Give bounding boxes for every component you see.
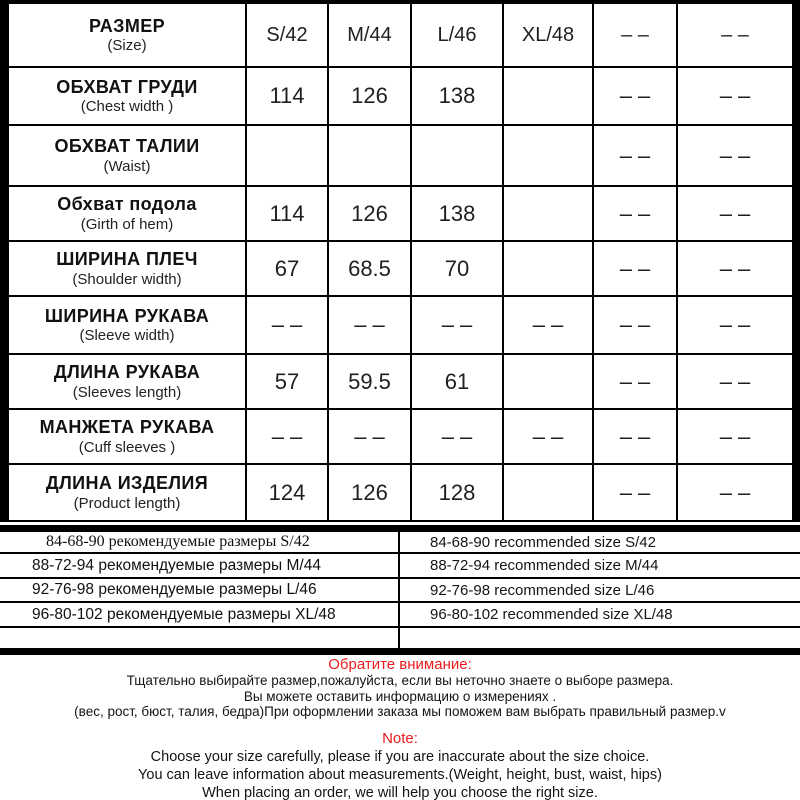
row-label — [9, 410, 247, 465]
row-label-en: (Sleeve width) — [79, 327, 175, 345]
notes-section — [0, 656, 800, 800]
size-value-cell: XL/48 — [504, 4, 594, 68]
size-value-cell: 138 — [412, 187, 504, 242]
size-value-cell: 68.5 — [329, 242, 412, 297]
rec-ru-cell: 88-72-94 рекомендуемые размеры M/44 — [0, 554, 400, 579]
note-line-ru: Тщательно выбирайте размер,пожалуйста, если вы неточно знаете о выборе размера. — [126, 673, 674, 688]
row-label-en: (Girth of hem) — [80, 215, 174, 233]
row-label-ru: РАЗМЕР — [88, 15, 166, 36]
row-label — [9, 187, 247, 242]
row-label — [9, 68, 247, 126]
row-label-en: (Sleeves length) — [72, 383, 182, 401]
size-value-cell: – – — [678, 68, 792, 126]
row-label-en: (Cuff sleeves ) — [78, 438, 176, 456]
row-label-ru: ШИРИНА ПЛЕЧ — [56, 249, 198, 270]
size-value-cell: 114 — [247, 187, 329, 242]
row-label-ru: ДЛИНА ИЗДЕЛИЯ — [45, 473, 209, 494]
size-value-cell: 59.5 — [329, 355, 412, 410]
size-value-cell — [412, 126, 504, 187]
row-label-en: (Size) — [107, 37, 147, 55]
row-label — [9, 355, 247, 410]
size-value-cell: 126 — [329, 465, 412, 520]
size-value-cell: – – — [678, 297, 792, 355]
size-value-cell — [504, 68, 594, 126]
row-label — [9, 242, 247, 297]
size-value-cell: – – — [412, 297, 504, 355]
size-value-cell: – – — [504, 297, 594, 355]
size-value-cell: 126 — [329, 187, 412, 242]
size-value-cell: 124 — [247, 465, 329, 520]
size-value-cell: – – — [247, 297, 329, 355]
size-value-cell: 138 — [412, 68, 504, 126]
size-value-cell: – – — [678, 465, 792, 520]
separator-bar-top — [0, 525, 800, 532]
size-value-cell — [329, 126, 412, 187]
size-value-cell: – – — [594, 465, 678, 520]
size-value-cell: S/42 — [247, 4, 329, 68]
row-label-ru: ОБХВАТ ТАЛИИ — [54, 136, 200, 157]
row-label-ru: ШИРИНА РУКАВА — [44, 305, 210, 326]
row-label-en: (Product length) — [73, 494, 181, 512]
size-value-cell: – – — [594, 410, 678, 465]
size-value-cell: – – — [594, 355, 678, 410]
note-line-ru: Вы можете оставить информацию о измерениях . — [243, 688, 557, 704]
note-line-en: You can leave information about measurements.(Weight, height, bust, waist, hips) — [138, 766, 662, 783]
rec-en-cell — [400, 628, 800, 648]
size-value-cell: 67 — [247, 242, 329, 297]
size-value-cell: – – — [594, 297, 678, 355]
rec-ru-cell: 92-76-98 рекомендуемые размеры L/46 — [0, 579, 400, 603]
note-heading-ru: Обратите внимание: — [328, 656, 472, 673]
size-value-cell: 114 — [247, 68, 329, 126]
size-value-cell — [504, 355, 594, 410]
rec-en-cell: 96-80-102 recommended size XL/48 — [400, 603, 800, 628]
row-label-ru: Обхват подола — [57, 194, 197, 215]
size-value-cell: 61 — [412, 355, 504, 410]
size-value-cell: – – — [678, 4, 792, 68]
row-label — [9, 4, 247, 68]
size-value-cell: – – — [594, 242, 678, 297]
size-value-cell: – – — [678, 126, 792, 187]
row-label — [9, 465, 247, 520]
size-value-cell: – – — [594, 4, 678, 68]
size-value-cell: – – — [594, 68, 678, 126]
size-value-cell: – – — [329, 297, 412, 355]
row-label-ru: МАНЖЕТА РУКАВА — [39, 417, 215, 438]
row-label-en: (Chest width ) — [80, 98, 174, 116]
rec-en-cell: 88-72-94 recommended size M/44 — [400, 554, 800, 579]
size-value-cell — [504, 465, 594, 520]
note-heading-en: Note: — [382, 729, 418, 747]
size-value-cell: – – — [678, 355, 792, 410]
note-line-en: Choose your size carefully, please if you are inaccurate about the size choice. — [150, 748, 650, 765]
rec-en-cell: 84-68-90 recommended size S/42 — [400, 532, 800, 554]
size-value-cell: 70 — [412, 242, 504, 297]
size-value-cell: 126 — [329, 68, 412, 126]
size-value-cell — [504, 187, 594, 242]
size-value-cell: – – — [504, 410, 594, 465]
size-value-cell: – – — [412, 410, 504, 465]
size-value-cell: – – — [678, 242, 792, 297]
note-line-ru: (вес, рост, бюст, талия, бедра)При оформлении заказа мы поможем вам выбрать правильный размер.v — [74, 704, 726, 719]
row-label — [9, 126, 247, 187]
size-value-cell — [504, 242, 594, 297]
row-label-ru: ДЛИНА РУКАВА — [53, 362, 201, 383]
size-value-cell: 128 — [412, 465, 504, 520]
size-value-cell: L/46 — [412, 4, 504, 68]
row-label-en: (Waist) — [103, 157, 151, 175]
size-value-cell: – – — [594, 187, 678, 242]
size-value-cell: – – — [329, 410, 412, 465]
rec-ru-cell: 96-80-102 рекомендуемые размеры XL/48 — [0, 603, 400, 628]
rec-ru-cell — [0, 628, 400, 648]
note-line-en: When placing an order, we will help you choose the right size. — [202, 784, 598, 800]
size-value-cell — [504, 126, 594, 187]
size-value-cell: – – — [678, 187, 792, 242]
row-label-ru: ОБХВАТ ГРУДИ — [56, 76, 198, 97]
size-value-cell — [247, 126, 329, 187]
size-value-cell: 57 — [247, 355, 329, 410]
size-value-cell: – – — [678, 410, 792, 465]
recommended-sizes-table — [0, 532, 800, 648]
rec-ru-cell: 84-68-90 рекомендуемые размеры S/42 — [0, 532, 400, 554]
row-label — [9, 297, 247, 355]
rec-en-cell: 92-76-98 recommended size L/46 — [400, 579, 800, 603]
size-value-cell: M/44 — [329, 4, 412, 68]
size-value-cell: – – — [247, 410, 329, 465]
separator-bar-bottom — [0, 648, 800, 655]
row-label-en: (Shoulder width) — [72, 270, 182, 288]
size-value-cell: – – — [594, 126, 678, 187]
